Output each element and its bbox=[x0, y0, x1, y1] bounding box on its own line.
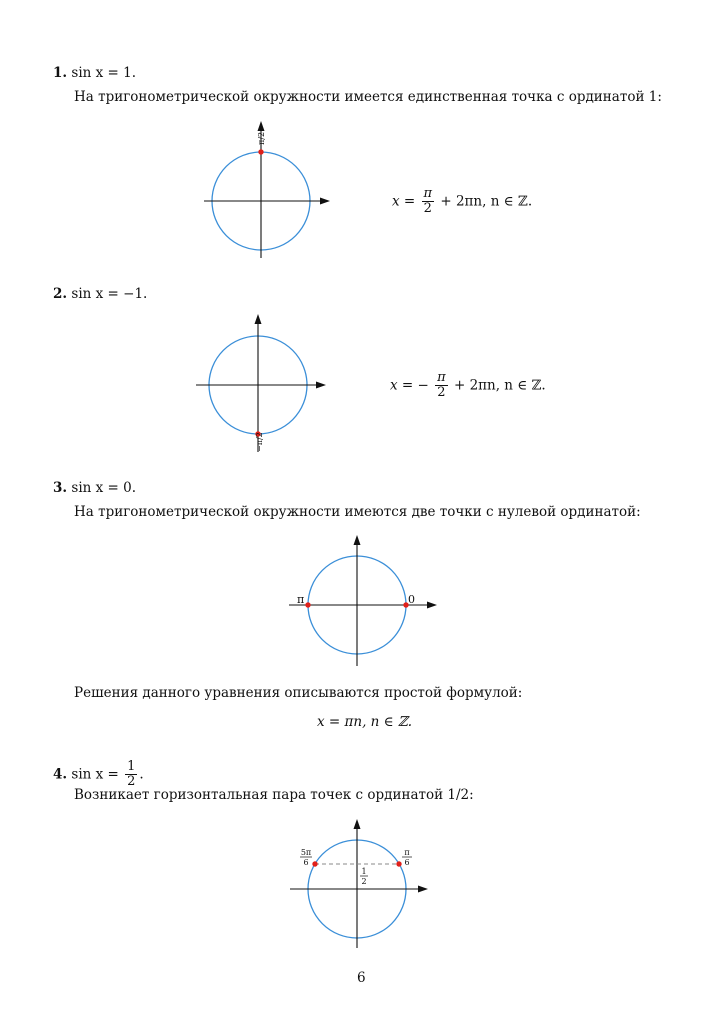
label-5pi6-den: 6 bbox=[303, 858, 309, 867]
solution-2-suffix: + 2πn, n ∈ ℤ. bbox=[453, 377, 546, 394]
section-4-equation-prefix: sin x = bbox=[71, 766, 119, 783]
section-3-text: На тригонометрической окружности имеются две точки с нулевой ординатой: bbox=[74, 504, 641, 520]
label-minus-pi-half: −π/2 bbox=[255, 432, 264, 452]
solution-2-prefix: x = − bbox=[390, 377, 429, 394]
section-3-equation: sin x = 0. bbox=[71, 480, 137, 496]
y-arrow-4 bbox=[354, 819, 361, 829]
section-4-den: 2 bbox=[127, 774, 136, 790]
solution-2-num: π bbox=[437, 370, 446, 385]
label-half-den: 2 bbox=[361, 877, 367, 886]
section-2-equation: sin x = −1. bbox=[71, 286, 148, 302]
solution-2-den: 2 bbox=[437, 385, 446, 401]
section-4-equation-suffix: . bbox=[139, 766, 144, 783]
section-1-number: 1. bbox=[53, 65, 68, 81]
section-4-number: 4. bbox=[53, 766, 68, 783]
page-number: 6 bbox=[357, 970, 366, 986]
label-pi-half: π/2 bbox=[257, 131, 266, 145]
section-3-solution: x = πn, n ∈ ℤ. bbox=[317, 714, 413, 730]
section-2-number: 2. bbox=[53, 286, 68, 302]
section-1-text: На тригонометрической окружности имеется единственная точка с ординатой 1: bbox=[74, 89, 662, 105]
label-half-num: 1 bbox=[361, 867, 367, 876]
section-3-text-after: Решения данного уравнения описываются простой формулой: bbox=[74, 685, 523, 701]
solution-1-prefix: x = bbox=[392, 193, 416, 210]
x-arrow-4 bbox=[418, 886, 428, 893]
solution-1-num: π bbox=[423, 186, 433, 201]
point-pi-six bbox=[396, 861, 401, 866]
section-4-num: 1 bbox=[127, 759, 136, 774]
section-3-number: 3. bbox=[53, 480, 68, 496]
label-pi: π bbox=[297, 593, 305, 606]
section-4-text: Возникает горизонтальная пара точек с ординатой 1/2: bbox=[74, 787, 474, 803]
solution-1-den: 2 bbox=[423, 201, 432, 217]
point-five-pi-six bbox=[312, 861, 317, 866]
label-pi6-num: π bbox=[404, 848, 410, 857]
label-5pi6-num: 5π bbox=[300, 848, 312, 857]
solution-1-suffix: + 2πn, n ∈ ℤ. bbox=[440, 193, 533, 210]
label-zero: 0 bbox=[408, 593, 415, 606]
label-pi6-den: 6 bbox=[404, 858, 410, 867]
section-1-equation: sin x = 1. bbox=[71, 65, 137, 81]
unit-circle-4 bbox=[290, 819, 428, 948]
